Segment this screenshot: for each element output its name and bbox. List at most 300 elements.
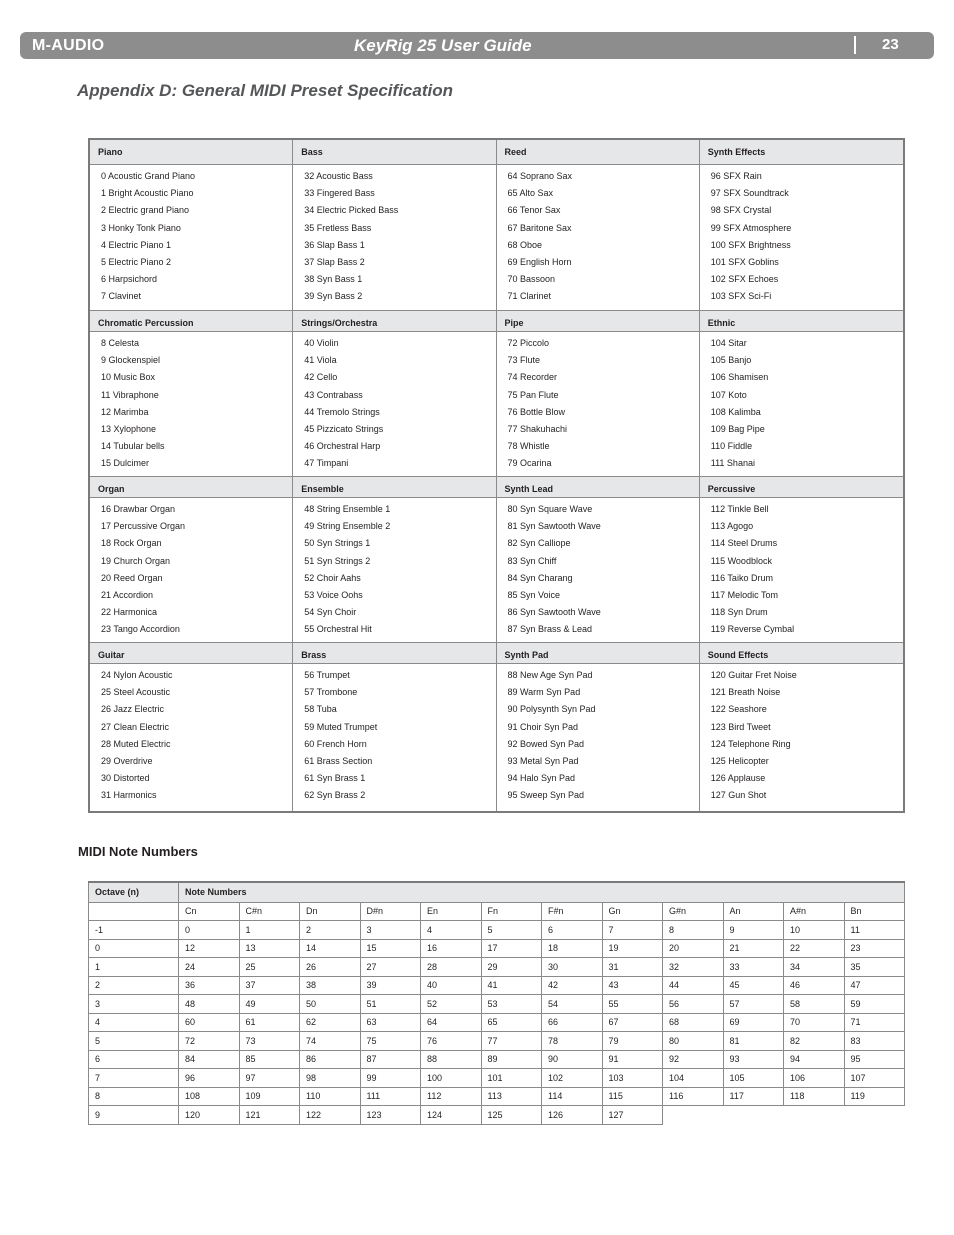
category-list xyxy=(497,165,700,310)
note-number-cell: 102 xyxy=(542,1069,603,1088)
preset-item: 67 Baritone Sax xyxy=(507,222,572,233)
note-name-cell: Gn xyxy=(602,902,663,921)
octave-cell: 2 xyxy=(89,976,179,995)
note-number-cell: 63 xyxy=(360,1013,421,1032)
note-number-cell: 29 xyxy=(481,958,542,977)
table-row xyxy=(89,1087,905,1106)
category-header: Synth Pad xyxy=(497,642,700,664)
preset-item: 27 Clean Electric xyxy=(101,721,170,732)
note-number-cell: 59 xyxy=(844,995,905,1014)
preset-item: 121 Breath Noise xyxy=(710,687,781,698)
note-number-cell: 112 xyxy=(421,1087,482,1106)
note-number-cell: 31 xyxy=(602,958,663,977)
header-divider xyxy=(854,36,856,54)
table-row xyxy=(89,1069,905,1088)
preset-item: 71 Clarinet xyxy=(507,291,552,302)
note-number-cell: 10 xyxy=(784,921,845,940)
note-number-cell: 30 xyxy=(542,958,603,977)
preset-item: 47 Timpani xyxy=(304,458,349,469)
note-number-cell: 44 xyxy=(663,976,724,995)
preset-item: 112 Tinkle Bell xyxy=(710,504,769,514)
preset-item: 89 Warm Syn Pad xyxy=(507,687,581,698)
preset-item: 110 Fiddle xyxy=(710,441,753,452)
preset-item: 35 Fretless Bass xyxy=(304,222,372,233)
preset-item: 25 Steel Acoustic xyxy=(101,687,171,698)
octave-cell: 0 xyxy=(89,939,179,958)
note-number-cell: 87 xyxy=(360,1050,421,1069)
preset-item: 114 Steel Drums xyxy=(710,538,778,549)
note-number-cell: 124 xyxy=(421,1106,482,1125)
note-number-cell: 123 xyxy=(360,1106,421,1125)
preset-item: 49 String Ensemble 2 xyxy=(304,521,391,532)
note-name-cell: Dn xyxy=(300,902,361,921)
preset-item: 42 Cello xyxy=(304,372,338,383)
preset-item: 3 Honky Tonk Piano xyxy=(101,222,181,233)
note-number-cell: 91 xyxy=(602,1050,663,1069)
appendix-title: Appendix D: General MIDI Preset Specification xyxy=(77,81,453,100)
category-list xyxy=(497,498,700,642)
gm-preset-table xyxy=(88,138,905,813)
preset-item: 5 Electric Piano 2 xyxy=(101,256,172,267)
note-number-cell: 97 xyxy=(239,1069,300,1088)
preset-item: 30 Distorted xyxy=(101,773,150,784)
note-name-cell: G#n xyxy=(663,902,724,921)
preset-item: 61 Syn Brass 1 xyxy=(304,773,366,784)
category-list xyxy=(90,332,293,476)
preset-item: 109 Bag Pipe xyxy=(710,423,765,434)
note-number-cell: 62 xyxy=(300,1013,361,1032)
category-list xyxy=(90,664,293,811)
preset-item: 44 Tremolo Strings xyxy=(304,406,380,417)
note-number-cell: 101 xyxy=(481,1069,542,1088)
preset-item: 103 SFX Sci-Fi xyxy=(710,291,772,302)
note-number-cell: 76 xyxy=(421,1032,482,1051)
preset-item: 7 Clavinet xyxy=(101,291,142,302)
category-header: Ethnic xyxy=(700,310,903,332)
note-number-cell: 93 xyxy=(723,1050,784,1069)
preset-item: 88 New Age Syn Pad xyxy=(507,670,593,680)
preset-item: 57 Trombone xyxy=(304,687,358,698)
note-number-cell: 103 xyxy=(602,1069,663,1088)
note-name-cell: D#n xyxy=(360,902,421,921)
preset-item: 98 SFX Crystal xyxy=(710,205,772,216)
category-header: Guitar xyxy=(90,642,293,664)
preset-item: 76 Bottle Blow xyxy=(507,406,566,417)
category-list xyxy=(700,498,903,642)
preset-item: 65 Alto Sax xyxy=(507,188,554,199)
note-number-cell: 43 xyxy=(602,976,663,995)
note-number-cell: 23 xyxy=(844,939,905,958)
note-number-cell: 37 xyxy=(239,976,300,995)
note-number-cell: 53 xyxy=(481,995,542,1014)
note-number-cell: 61 xyxy=(239,1013,300,1032)
preset-item: 90 Polysynth Syn Pad xyxy=(507,704,596,715)
note-number-cell: 20 xyxy=(663,939,724,958)
preset-item: 39 Syn Bass 2 xyxy=(304,291,363,302)
preset-item: 83 Syn Chiff xyxy=(507,555,557,566)
note-number-cell: 51 xyxy=(360,995,421,1014)
preset-item: 16 Drawbar Organ xyxy=(101,504,176,514)
preset-item: 45 Pizzicato Strings xyxy=(304,423,384,434)
note-name-cell: C#n xyxy=(239,902,300,921)
preset-item: 14 Tubular bells xyxy=(101,441,165,452)
preset-item: 126 Applause xyxy=(710,773,766,784)
table-row xyxy=(89,995,905,1014)
note-number-cell: 85 xyxy=(239,1050,300,1069)
note-number-cell: 98 xyxy=(300,1069,361,1088)
note-number-cell: 126 xyxy=(542,1106,603,1125)
preset-item: 59 Muted Trumpet xyxy=(304,721,378,732)
preset-item: 17 Percussive Organ xyxy=(101,521,186,532)
note-number-cell: 111 xyxy=(360,1087,421,1106)
note-number-cell: 47 xyxy=(844,976,905,995)
category-header: Pipe xyxy=(497,310,700,332)
preset-item: 12 Marimba xyxy=(101,406,149,417)
note-number-cell: 2 xyxy=(300,921,361,940)
preset-item: 32 Acoustic Bass xyxy=(304,171,373,181)
empty-cell xyxy=(784,1106,845,1125)
preset-item: 18 Rock Organ xyxy=(101,538,162,549)
category-list xyxy=(700,332,903,476)
brand-logo: M-AUDIO xyxy=(32,37,105,54)
category-header: Brass xyxy=(293,642,496,664)
note-number-cell: 84 xyxy=(179,1050,240,1069)
note-number-cell: 67 xyxy=(602,1013,663,1032)
preset-item: 105 Banjo xyxy=(710,355,752,366)
preset-item: 10 Music Box xyxy=(101,372,156,383)
preset-item: 43 Contrabass xyxy=(304,389,363,400)
note-number-cell: 108 xyxy=(179,1087,240,1106)
category-list xyxy=(700,664,903,811)
preset-item: 99 SFX Atmosphere xyxy=(710,222,792,233)
preset-item: 120 Guitar Fret Noise xyxy=(710,670,797,680)
note-number-cell: 109 xyxy=(239,1087,300,1106)
note-number-cell: 17 xyxy=(481,939,542,958)
note-number-cell: 25 xyxy=(239,958,300,977)
note-number-cell: 114 xyxy=(542,1087,603,1106)
note-number-cell: 106 xyxy=(784,1069,845,1088)
preset-item: 21 Accordion xyxy=(101,589,154,600)
table-row xyxy=(89,958,905,977)
preset-item: 31 Harmonics xyxy=(101,790,157,801)
preset-item: 26 Jazz Electric xyxy=(101,704,165,715)
preset-item: 1 Bright Acoustic Piano xyxy=(101,188,194,199)
category-list xyxy=(700,165,903,310)
category-list xyxy=(293,332,496,476)
note-number-cell: 15 xyxy=(360,939,421,958)
note-number-cell: 0 xyxy=(179,921,240,940)
table-row xyxy=(89,976,905,995)
preset-item: 64 Soprano Sax xyxy=(507,171,573,181)
note-number-cell: 14 xyxy=(300,939,361,958)
note-number-cell: 19 xyxy=(602,939,663,958)
note-number-cell: 66 xyxy=(542,1013,603,1032)
note-number-cell: 3 xyxy=(360,921,421,940)
document-title: KeyRig 25 User Guide xyxy=(354,36,532,55)
preset-item: 127 Gun Shot xyxy=(710,790,767,801)
note-number-cell: 68 xyxy=(663,1013,724,1032)
octave-cell: 5 xyxy=(89,1032,179,1051)
note-number-cell: 116 xyxy=(663,1087,724,1106)
preset-item: 6 Harpsichord xyxy=(101,274,158,285)
octave-cell: 1 xyxy=(89,958,179,977)
note-number-cell: 8 xyxy=(663,921,724,940)
preset-item: 68 Oboe xyxy=(507,239,543,250)
note-number-cell: 54 xyxy=(542,995,603,1014)
preset-item: 54 Syn Choir xyxy=(304,607,357,618)
note-number-cell: 1 xyxy=(239,921,300,940)
preset-item: 115 Woodblock xyxy=(710,555,772,566)
preset-item: 40 Violin xyxy=(304,338,339,348)
preset-item: 118 Syn Drum xyxy=(710,607,768,618)
note-number-cell: 55 xyxy=(602,995,663,1014)
preset-item: 101 SFX Goblins xyxy=(710,256,779,267)
preset-item: 91 Choir Syn Pad xyxy=(507,721,579,732)
note-name-cell: A#n xyxy=(784,902,845,921)
preset-item: 50 Syn Strings 1 xyxy=(304,538,371,549)
note-number-cell: 65 xyxy=(481,1013,542,1032)
preset-item: 96 SFX Rain xyxy=(710,171,762,181)
note-name-cell: F#n xyxy=(542,902,603,921)
preset-item: 4 Electric Piano 1 xyxy=(101,239,172,250)
note-number-cell: 27 xyxy=(360,958,421,977)
note-number-cell: 80 xyxy=(663,1032,724,1051)
page-number: 23 xyxy=(882,36,899,53)
octave-cell: 3 xyxy=(89,995,179,1014)
category-header: Strings/Orchestra xyxy=(293,310,496,332)
preset-item: 56 Trumpet xyxy=(304,670,350,680)
note-number-cell: 125 xyxy=(481,1106,542,1125)
note-number-cell: 56 xyxy=(663,995,724,1014)
preset-item: 55 Orchestral Hit xyxy=(304,624,372,635)
preset-item: 78 Whistle xyxy=(507,441,550,452)
category-list xyxy=(293,165,496,310)
preset-item: 92 Bowed Syn Pad xyxy=(507,738,585,749)
note-number-cell: 122 xyxy=(300,1106,361,1125)
preset-item: 38 Syn Bass 1 xyxy=(304,274,363,285)
preset-item: 0 Acoustic Grand Piano xyxy=(101,171,196,181)
preset-item: 51 Syn Strings 2 xyxy=(304,555,371,566)
preset-item: 95 Sweep Syn Pad xyxy=(507,790,585,801)
note-number-cell: 4 xyxy=(421,921,482,940)
table-row xyxy=(89,1013,905,1032)
note-number-cell: 115 xyxy=(602,1087,663,1106)
preset-item: 123 Bird Tweet xyxy=(710,721,771,732)
note-number-cell: 34 xyxy=(784,958,845,977)
note-number-cell: 45 xyxy=(723,976,784,995)
note-number-cell: 127 xyxy=(602,1106,663,1125)
note-name-cell: Fn xyxy=(481,902,542,921)
note-number-cell: 22 xyxy=(784,939,845,958)
category-header: Synth Effects xyxy=(700,140,903,165)
note-number-cell: 89 xyxy=(481,1050,542,1069)
note-names-row xyxy=(89,902,905,921)
preset-item: 36 Slap Bass 1 xyxy=(304,239,365,250)
note-number-cell: 95 xyxy=(844,1050,905,1069)
preset-item: 13 Xylophone xyxy=(101,423,157,434)
note-number-cell: 33 xyxy=(723,958,784,977)
note-number-cell: 120 xyxy=(179,1106,240,1125)
preset-item: 85 Syn Voice xyxy=(507,589,561,600)
octave-cell: 7 xyxy=(89,1069,179,1088)
category-header: Organ xyxy=(90,476,293,498)
octave-column-header: Octave (n) xyxy=(89,882,179,902)
preset-item: 62 Syn Brass 2 xyxy=(304,790,366,801)
category-header: Ensemble xyxy=(293,476,496,498)
note-number-cell: 11 xyxy=(844,921,905,940)
header-bar xyxy=(20,32,934,59)
category-header: Chromatic Percussion xyxy=(90,310,293,332)
note-number-cell: 107 xyxy=(844,1069,905,1088)
note-number-cell: 121 xyxy=(239,1106,300,1125)
preset-item: 77 Shakuhachi xyxy=(507,423,568,434)
table-row xyxy=(89,1106,905,1125)
note-number-cell: 113 xyxy=(481,1087,542,1106)
preset-item: 97 SFX Soundtrack xyxy=(710,188,789,199)
note-number-cell: 104 xyxy=(663,1069,724,1088)
note-number-cell: 48 xyxy=(179,995,240,1014)
preset-item: 28 Muted Electric xyxy=(101,738,171,749)
note-number-cell: 26 xyxy=(300,958,361,977)
note-number-cell: 21 xyxy=(723,939,784,958)
preset-item: 9 Glockenspiel xyxy=(101,355,161,366)
note-numbers-header: Note Numbers xyxy=(179,882,905,902)
table-row xyxy=(89,1050,905,1069)
note-name-cell: Cn xyxy=(179,902,240,921)
note-number-cell: 5 xyxy=(481,921,542,940)
note-number-cell: 82 xyxy=(784,1032,845,1051)
note-number-cell: 86 xyxy=(300,1050,361,1069)
note-number-cell: 71 xyxy=(844,1013,905,1032)
table-row xyxy=(89,921,905,940)
note-number-cell: 92 xyxy=(663,1050,724,1069)
empty-cell xyxy=(844,1106,905,1125)
preset-item: 66 Tenor Sax xyxy=(507,205,561,216)
preset-item: 125 Helicopter xyxy=(710,755,769,766)
note-number-cell: 35 xyxy=(844,958,905,977)
preset-item: 52 Choir Aahs xyxy=(304,572,361,583)
note-number-cell: 81 xyxy=(723,1032,784,1051)
preset-item: 93 Metal Syn Pad xyxy=(507,755,579,766)
note-number-cell: 100 xyxy=(421,1069,482,1088)
preset-item: 8 Celesta xyxy=(101,338,140,348)
note-number-cell: 49 xyxy=(239,995,300,1014)
note-table-header-row xyxy=(89,882,905,902)
preset-item: 15 Dulcimer xyxy=(101,458,150,469)
octave-cell: 9 xyxy=(89,1106,179,1125)
note-number-cell: 52 xyxy=(421,995,482,1014)
preset-item: 46 Orchestral Harp xyxy=(304,441,381,452)
preset-item: 73 Flute xyxy=(507,355,541,366)
note-number-cell: 83 xyxy=(844,1032,905,1051)
note-number-cell: 24 xyxy=(179,958,240,977)
preset-item: 20 Reed Organ xyxy=(101,572,163,583)
note-number-cell: 32 xyxy=(663,958,724,977)
preset-item: 111 Shanai xyxy=(710,458,755,469)
note-number-cell: 99 xyxy=(360,1069,421,1088)
note-number-cell: 74 xyxy=(300,1032,361,1051)
octave-cell: 4 xyxy=(89,1013,179,1032)
preset-item: 33 Fingered Bass xyxy=(304,188,375,199)
note-number-cell: 7 xyxy=(602,921,663,940)
note-number-cell: 105 xyxy=(723,1069,784,1088)
note-number-cell: 50 xyxy=(300,995,361,1014)
note-name-cell: En xyxy=(421,902,482,921)
note-number-cell: 69 xyxy=(723,1013,784,1032)
note-number-cell: 70 xyxy=(784,1013,845,1032)
note-name-cell: An xyxy=(723,902,784,921)
note-name-cell: Bn xyxy=(844,902,905,921)
category-header: Synth Lead xyxy=(497,476,700,498)
preset-item: 23 Tango Accordion xyxy=(101,624,180,635)
preset-item: 72 Piccolo xyxy=(507,338,550,348)
note-number-cell: 39 xyxy=(360,976,421,995)
preset-item: 58 Tuba xyxy=(304,704,337,715)
preset-item: 74 Recorder xyxy=(507,372,558,383)
preset-item: 100 SFX Brightness xyxy=(710,239,791,250)
preset-item: 119 Reverse Cymbal xyxy=(710,624,795,635)
preset-item: 60 French Horn xyxy=(304,738,367,749)
preset-item: 11 Vibraphone xyxy=(101,389,159,400)
note-number-cell: 36 xyxy=(179,976,240,995)
preset-item: 48 String Ensemble 1 xyxy=(304,504,391,514)
preset-item: 82 Syn Calliope xyxy=(507,538,571,549)
category-header: Bass xyxy=(293,140,496,165)
note-number-cell: 96 xyxy=(179,1069,240,1088)
preset-item: 124 Telephone Ring xyxy=(710,738,791,749)
preset-item: 70 Bassoon xyxy=(507,274,556,285)
midi-note-numbers-heading: MIDI Note Numbers xyxy=(78,844,198,859)
note-number-cell: 94 xyxy=(784,1050,845,1069)
preset-item: 22 Harmonica xyxy=(101,607,158,618)
note-number-cell: 117 xyxy=(723,1087,784,1106)
preset-item: 34 Electric Picked Bass xyxy=(304,205,399,216)
table-row xyxy=(89,939,905,958)
category-header: Sound Effects xyxy=(700,642,903,664)
preset-item: 19 Church Organ xyxy=(101,555,171,566)
preset-item: 113 Agogo xyxy=(710,521,754,532)
preset-item: 122 Seashore xyxy=(710,704,767,715)
preset-item: 81 Syn Sawtooth Wave xyxy=(507,521,601,532)
preset-item: 84 Syn Charang xyxy=(507,572,573,583)
preset-item: 106 Shamisen xyxy=(710,372,769,383)
note-number-cell: 12 xyxy=(179,939,240,958)
preset-item: 75 Pan Flute xyxy=(507,389,559,400)
note-number-cell: 78 xyxy=(542,1032,603,1051)
note-number-cell: 73 xyxy=(239,1032,300,1051)
preset-item: 116 Taiko Drum xyxy=(710,572,773,583)
category-list xyxy=(90,498,293,642)
preset-item: 108 Kalimba xyxy=(710,406,761,417)
preset-item: 102 SFX Echoes xyxy=(710,274,779,285)
preset-item: 2 Electric grand Piano xyxy=(101,205,190,216)
note-number-cell: 77 xyxy=(481,1032,542,1051)
preset-item: 117 Melodic Tom xyxy=(710,589,778,600)
octave-cell: 6 xyxy=(89,1050,179,1069)
category-list xyxy=(293,498,496,642)
note-number-cell: 28 xyxy=(421,958,482,977)
octave-cell: 8 xyxy=(89,1087,179,1106)
note-number-cell: 6 xyxy=(542,921,603,940)
preset-item: 37 Slap Bass 2 xyxy=(304,256,365,267)
note-number-cell: 64 xyxy=(421,1013,482,1032)
category-list xyxy=(497,664,700,811)
octave-cell: -1 xyxy=(89,921,179,940)
note-number-cell: 18 xyxy=(542,939,603,958)
note-number-cell: 13 xyxy=(239,939,300,958)
note-number-cell: 41 xyxy=(481,976,542,995)
note-number-cell: 60 xyxy=(179,1013,240,1032)
